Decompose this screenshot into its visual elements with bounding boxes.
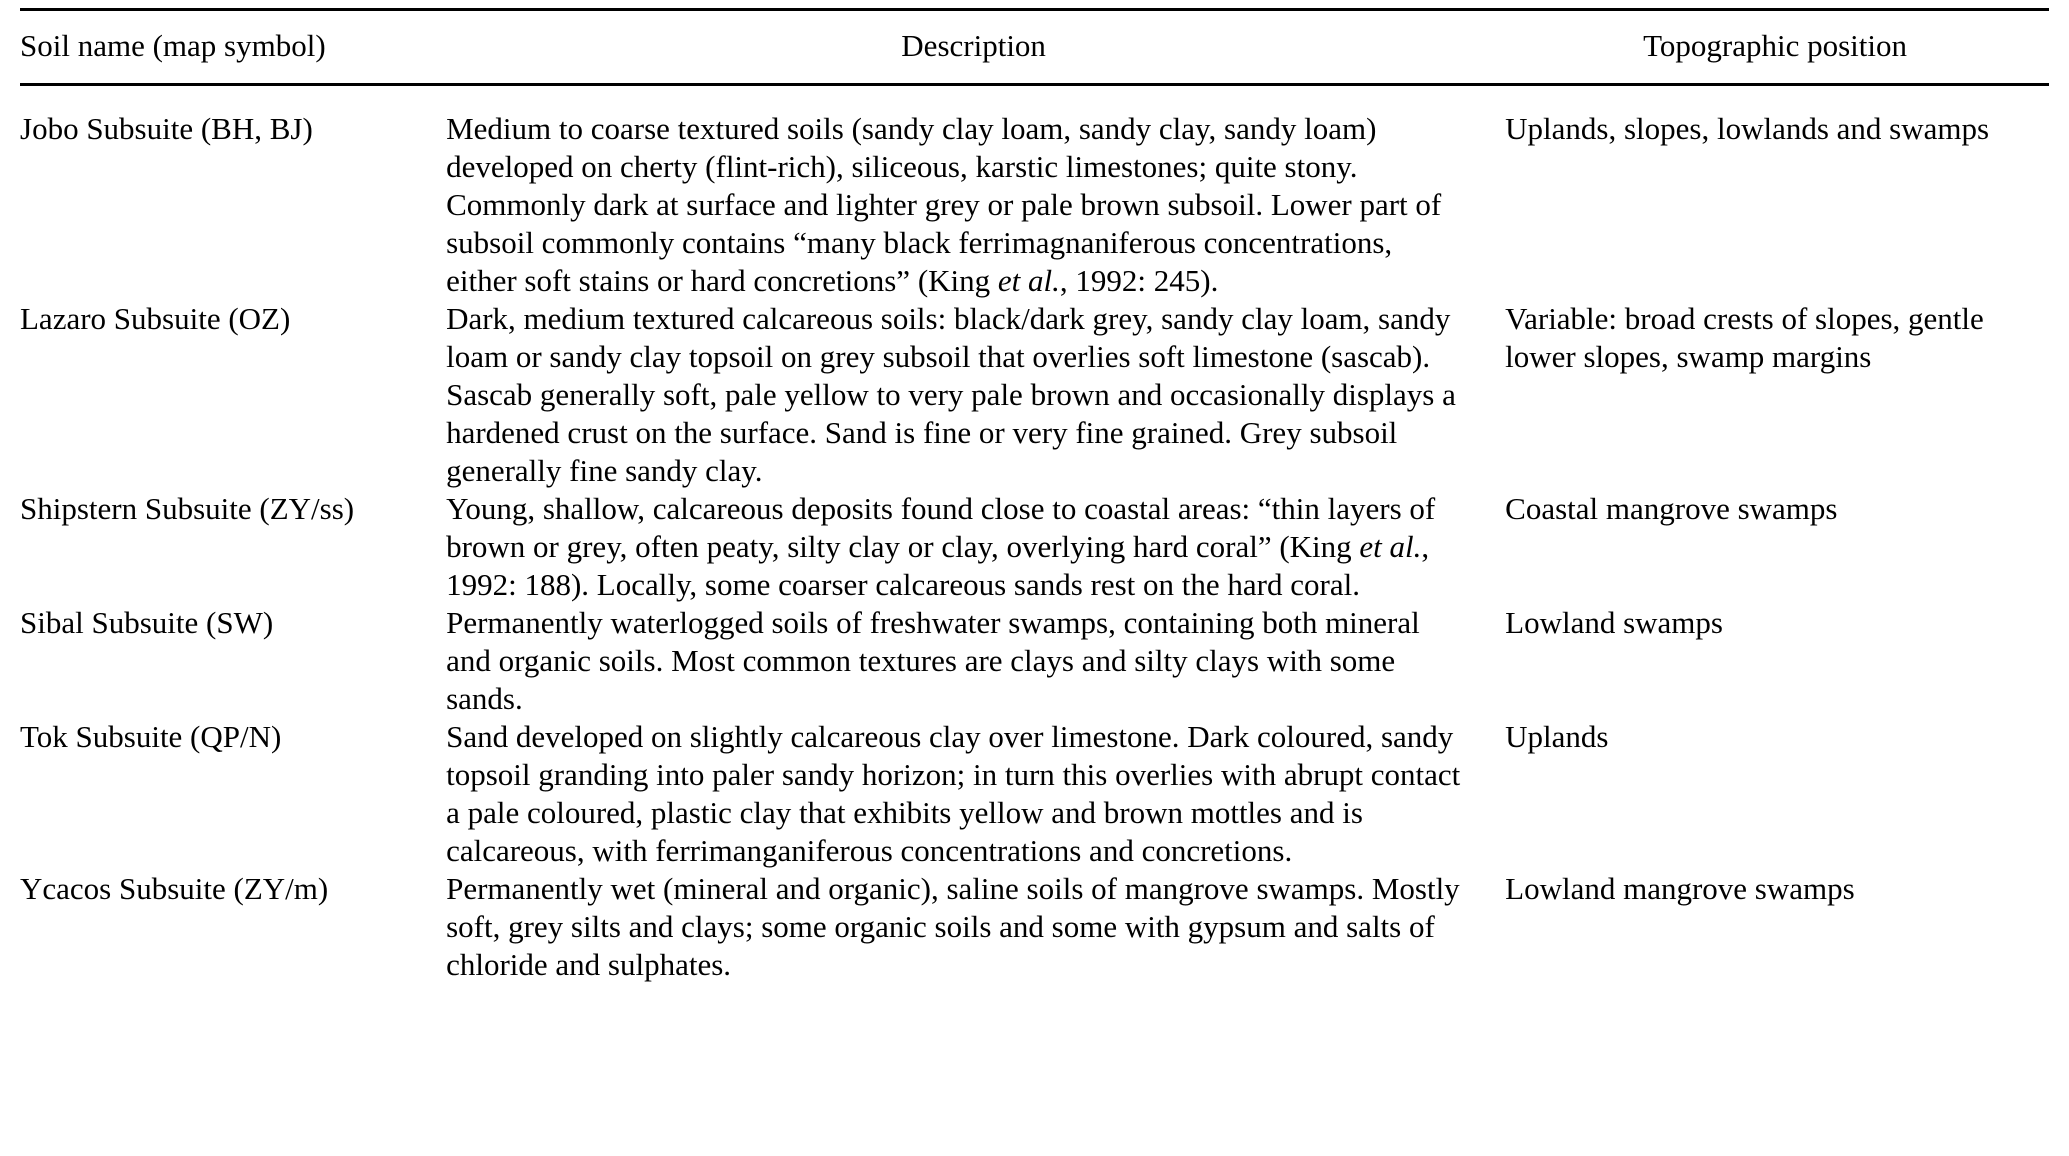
- description-segment: Dark, medium textured calcareous soils: black/dark grey, sandy clay loam, sandy loam or sandy clay topsoil on grey subsoil that overlies soft limestone (sascab). Sascab generally soft, pale yellow to very pale brown and occasionally displays a hardened crust on the surface. Sand is fine or very fine grained. Grey subsoil generally fine sandy clay.: [446, 301, 1456, 488]
- topographic-position-cell: Uplands: [1505, 719, 1609, 754]
- soil-name-cell: Shipstern Subsuite (ZY/ss): [20, 491, 355, 526]
- topographic-position-cell: Variable: broad crests of slopes, gentle lower slopes, swamp margins: [1505, 301, 1984, 374]
- soil-table-header: [20, 10, 2049, 85]
- table-row: [20, 85, 2049, 301]
- description-segment: Permanently wet (mineral and organic), saline soils of mangrove swamps. Mostly soft, grey silts and clays; some organic soils and some with gypsum and salts of chloride and sulphates.: [446, 871, 1460, 982]
- description-segment: Permanently waterlogged soils of freshwater swamps, containing both mineral and organic soils. Most common textures are clays and silty clays with some sands.: [446, 605, 1420, 716]
- description-cell: [446, 718, 1501, 870]
- soil-table-body: [20, 85, 2049, 985]
- description-cell: [446, 870, 1501, 984]
- topographic-position-cell: Lowland swamps: [1505, 605, 1723, 640]
- topographic-position-cell: Lowland mangrove swamps: [1505, 871, 1855, 906]
- soil-name-cell: Lazaro Subsuite (OZ): [20, 301, 291, 336]
- description-cell: [446, 85, 1501, 301]
- table-row: [20, 718, 2049, 870]
- description-cell: [446, 490, 1501, 604]
- soil-name-cell: Jobo Subsuite (BH, BJ): [20, 111, 313, 146]
- soil-name-cell: Tok Subsuite (QP/N): [20, 719, 282, 754]
- description-segment: Sand developed on slightly calcareous clay over limestone. Dark coloured, sandy topsoil granding into paler sandy horizon; in turn this overlies with abrupt contact a pale coloured, plastic clay that exhibits yellow and brown mottles and is calcareous, with ferrimanganiferous concentrations and concretions.: [446, 719, 1461, 868]
- soil-table: [20, 8, 2049, 984]
- column-header-topographic-position: Topographic position: [1501, 10, 2049, 85]
- topographic-position-cell: Uplands, slopes, lowlands and swamps: [1505, 111, 1990, 146]
- description-cell: [446, 604, 1501, 718]
- description-italic-segment: et al.: [1359, 529, 1422, 564]
- table-row: [20, 604, 2049, 718]
- column-header-soil-name: Soil name (map symbol): [20, 10, 446, 85]
- column-header-description: Description: [446, 10, 1501, 85]
- description-italic-segment: et al.: [997, 263, 1060, 298]
- description-segment: Medium to coarse textured soils (sandy clay loam, sandy clay, sandy loam) developed on cherty (flint-rich), siliceous, karstic limestones; quite stony. Commonly dark at surface and lighter grey or pale brown subsoil. Lower part of subsoil commonly contains “many black ferrimagnaniferous concentrations, either soft stains or hard concretions” (King: [446, 111, 1442, 298]
- description-segment: , 1992: 245).: [1059, 263, 1219, 298]
- table-row: [20, 300, 2049, 490]
- soil-name-cell: Ycacos Subsuite (ZY/m): [20, 871, 329, 906]
- table-row: [20, 490, 2049, 604]
- description-segment: Young, shallow, calcareous deposits found close to coastal areas: “thin layers of brown or grey, often peaty, silty clay or clay, overlying hard coral” (King: [446, 491, 1436, 564]
- topographic-position-cell: Coastal mangrove swamps: [1505, 491, 1838, 526]
- description-segment: , 1992: 188). Locally, some coarser calcareous sands rest on the hard coral.: [446, 529, 1430, 602]
- soil-name-cell: Sibal Subsuite (SW): [20, 605, 274, 640]
- header-row: [20, 10, 2049, 85]
- table-row: [20, 870, 2049, 984]
- description-cell: [446, 300, 1501, 490]
